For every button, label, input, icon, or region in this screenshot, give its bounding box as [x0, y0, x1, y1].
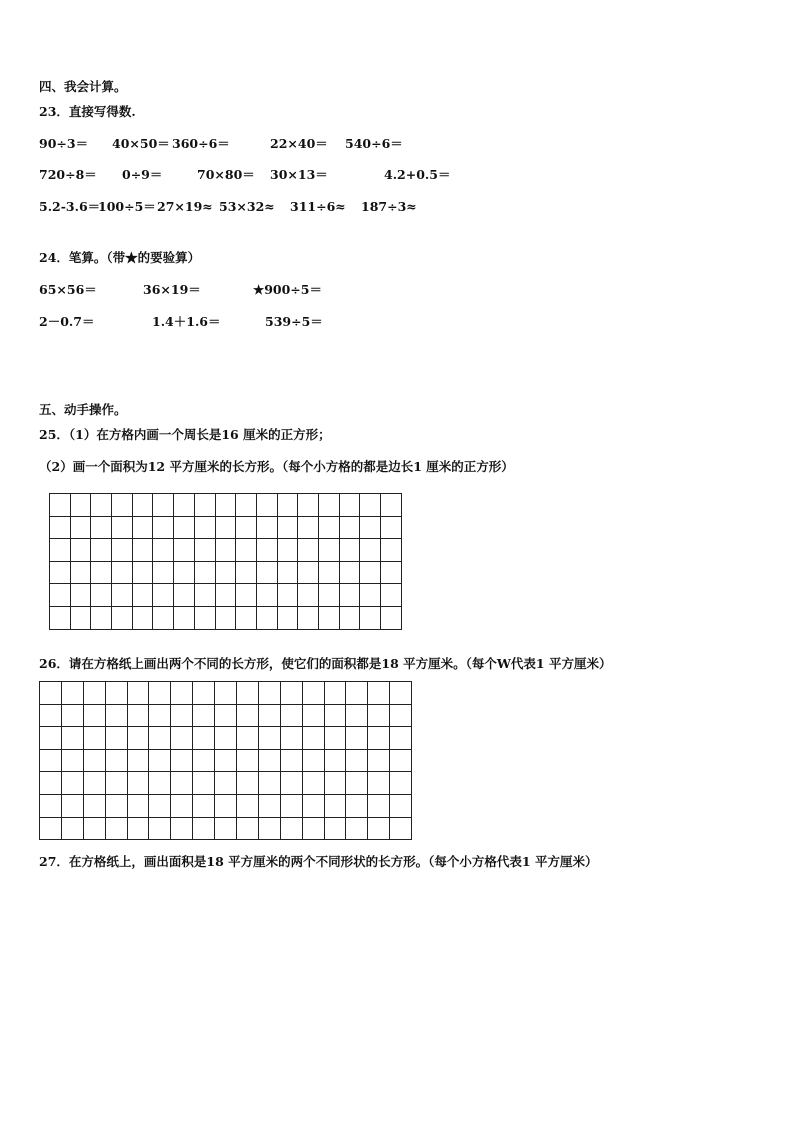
- grid-cell[interactable]: [91, 584, 112, 607]
- grid-cell[interactable]: [112, 561, 133, 584]
- grid-cell[interactable]: [70, 494, 91, 517]
- grid-cell[interactable]: [91, 561, 112, 584]
- q23-item: 720÷8＝: [39, 167, 97, 182]
- grid-cell[interactable]: [70, 561, 91, 584]
- grid-cell[interactable]: [153, 606, 174, 629]
- grid-cell[interactable]: [368, 749, 390, 772]
- grid-cell[interactable]: [215, 727, 237, 750]
- grid-cell[interactable]: [324, 794, 346, 817]
- grid-cell[interactable]: [215, 772, 237, 795]
- grid-cell[interactable]: [215, 704, 237, 727]
- grid-cell[interactable]: [237, 749, 259, 772]
- grid-cell[interactable]: [149, 727, 171, 750]
- grid-cell[interactable]: [171, 727, 193, 750]
- q23-item: 100÷5＝: [98, 199, 156, 214]
- grid-cell[interactable]: [324, 727, 346, 750]
- grid-cell[interactable]: [171, 772, 193, 795]
- grid-cell[interactable]: [324, 749, 346, 772]
- grid-cell[interactable]: [318, 561, 339, 584]
- grid-cell[interactable]: [83, 704, 105, 727]
- grid-cell[interactable]: [277, 606, 298, 629]
- grid-cell[interactable]: [298, 516, 319, 539]
- grid-cell[interactable]: [339, 584, 360, 607]
- grid-cell[interactable]: [302, 794, 324, 817]
- grid-cell[interactable]: [390, 749, 412, 772]
- grid-cell[interactable]: [50, 584, 71, 607]
- grid-cell[interactable]: [256, 539, 277, 562]
- q24-item: 1.4＋1.6＝: [152, 314, 221, 329]
- grid-cell[interactable]: [50, 561, 71, 584]
- grid-cell[interactable]: [298, 539, 319, 562]
- grid-cell[interactable]: [61, 682, 83, 705]
- grid-cell[interactable]: [83, 682, 105, 705]
- q23-item: 311÷6≈: [290, 199, 346, 214]
- grid-cell[interactable]: [360, 584, 381, 607]
- grid-cell[interactable]: [40, 817, 62, 840]
- q27-text: 27．在方格纸上，画出面积是18 平方厘米的两个不同形状的长方形。（每个小方格代表1 平方厘米）: [39, 854, 598, 869]
- grid-cell[interactable]: [256, 494, 277, 517]
- grid-cell[interactable]: [346, 682, 368, 705]
- grid-cell[interactable]: [194, 539, 215, 562]
- grid-cell[interactable]: [112, 494, 133, 517]
- grid-cell[interactable]: [149, 749, 171, 772]
- grid-cell[interactable]: [390, 772, 412, 795]
- grid-cell[interactable]: [381, 584, 402, 607]
- grid-cell[interactable]: [61, 704, 83, 727]
- grid-cell[interactable]: [346, 749, 368, 772]
- q24-item: 65×56＝: [39, 282, 97, 297]
- grid-cell[interactable]: [215, 539, 236, 562]
- grid-cell[interactable]: [390, 727, 412, 750]
- grid-cell[interactable]: [193, 704, 215, 727]
- grid-cell[interactable]: [339, 494, 360, 517]
- grid-cell[interactable]: [105, 794, 127, 817]
- grid-cell[interactable]: [112, 539, 133, 562]
- q23-item: 0÷9＝: [122, 167, 163, 182]
- q23-item: 187÷3≈: [361, 199, 417, 214]
- grid-cell[interactable]: [277, 516, 298, 539]
- grid-cell[interactable]: [381, 606, 402, 629]
- grid-cell[interactable]: [324, 817, 346, 840]
- q23-item: 53×32≈: [219, 199, 275, 214]
- q25-grid[interactable]: [49, 493, 402, 630]
- grid-cell[interactable]: [346, 727, 368, 750]
- grid-cell[interactable]: [83, 727, 105, 750]
- q24-item: 36×19＝: [143, 282, 201, 297]
- grid-cell[interactable]: [237, 704, 259, 727]
- grid-cell[interactable]: [258, 817, 280, 840]
- grid-row: [50, 561, 402, 584]
- grid-cell[interactable]: [193, 749, 215, 772]
- grid-cell[interactable]: [339, 516, 360, 539]
- grid-cell[interactable]: [360, 516, 381, 539]
- grid-cell[interactable]: [40, 749, 62, 772]
- grid-cell[interactable]: [280, 749, 302, 772]
- grid-cell[interactable]: [280, 794, 302, 817]
- q25-line2: （2）画一个面积为12 平方厘米的长方形。（每个小方格的都是边长1 厘米的正方形）: [39, 459, 514, 474]
- grid-cell[interactable]: [258, 727, 280, 750]
- grid-cell[interactable]: [153, 539, 174, 562]
- grid-cell[interactable]: [40, 772, 62, 795]
- grid-cell[interactable]: [346, 704, 368, 727]
- grid-cell[interactable]: [174, 494, 195, 517]
- grid-cell[interactable]: [215, 494, 236, 517]
- grid-cell[interactable]: [258, 749, 280, 772]
- grid-cell[interactable]: [70, 606, 91, 629]
- grid-cell[interactable]: [256, 606, 277, 629]
- grid-cell[interactable]: [61, 794, 83, 817]
- grid-cell[interactable]: [360, 494, 381, 517]
- grid-cell[interactable]: [83, 794, 105, 817]
- grid-cell[interactable]: [105, 817, 127, 840]
- grid-row: [40, 794, 412, 817]
- grid-cell[interactable]: [258, 704, 280, 727]
- grid-cell[interactable]: [360, 539, 381, 562]
- grid-cell[interactable]: [91, 494, 112, 517]
- grid-cell[interactable]: [339, 561, 360, 584]
- grid-cell[interactable]: [318, 606, 339, 629]
- grid-cell[interactable]: [105, 727, 127, 750]
- grid-cell[interactable]: [346, 772, 368, 795]
- q25-line1: 25．（1）在方格内画一个周长是16 厘米的正方形；: [39, 427, 331, 442]
- grid-cell[interactable]: [61, 749, 83, 772]
- grid-cell[interactable]: [346, 794, 368, 817]
- grid-cell[interactable]: [368, 794, 390, 817]
- grid-cell[interactable]: [127, 704, 149, 727]
- grid-cell[interactable]: [174, 539, 195, 562]
- grid-cell[interactable]: [83, 772, 105, 795]
- grid-cell[interactable]: [153, 494, 174, 517]
- grid-cell[interactable]: [149, 817, 171, 840]
- grid-row: [50, 516, 402, 539]
- grid-cell[interactable]: [61, 727, 83, 750]
- grid-cell[interactable]: [368, 817, 390, 840]
- grid-cell[interactable]: [280, 817, 302, 840]
- q24-item: 2－0.7＝: [39, 314, 95, 329]
- grid-cell[interactable]: [171, 682, 193, 705]
- grid-cell[interactable]: [237, 817, 259, 840]
- grid-cell[interactable]: [127, 794, 149, 817]
- grid-cell[interactable]: [298, 584, 319, 607]
- grid-cell[interactable]: [215, 794, 237, 817]
- grid-cell[interactable]: [174, 516, 195, 539]
- grid-cell[interactable]: [127, 682, 149, 705]
- q24-title: 24．笔算。（带★的要验算）: [39, 250, 201, 265]
- grid-cell[interactable]: [61, 772, 83, 795]
- grid-cell[interactable]: [91, 606, 112, 629]
- grid-cell[interactable]: [324, 772, 346, 795]
- q26-grid[interactable]: [39, 681, 412, 840]
- grid-cell[interactable]: [236, 516, 257, 539]
- grid-cell[interactable]: [302, 727, 324, 750]
- q23-item: 40×50＝: [112, 136, 170, 151]
- grid-cell[interactable]: [237, 727, 259, 750]
- grid-cell[interactable]: [236, 606, 257, 629]
- grid-cell[interactable]: [258, 794, 280, 817]
- grid-cell[interactable]: [215, 516, 236, 539]
- grid-row: [40, 749, 412, 772]
- section5-heading: 五、动手操作。: [39, 402, 127, 417]
- grid-cell[interactable]: [70, 584, 91, 607]
- q24-item: 539÷5＝: [265, 314, 323, 329]
- grid-cell[interactable]: [381, 494, 402, 517]
- q23-item: 5.2-3.6＝: [39, 199, 101, 214]
- grid-cell[interactable]: [193, 772, 215, 795]
- grid-cell[interactable]: [193, 817, 215, 840]
- grid-cell[interactable]: [280, 727, 302, 750]
- grid-cell[interactable]: [258, 682, 280, 705]
- grid-cell[interactable]: [324, 704, 346, 727]
- grid-row: [50, 584, 402, 607]
- grid-cell[interactable]: [277, 494, 298, 517]
- grid-cell[interactable]: [237, 772, 259, 795]
- grid-cell[interactable]: [277, 539, 298, 562]
- grid-cell[interactable]: [132, 516, 153, 539]
- grid-cell[interactable]: [91, 539, 112, 562]
- grid-cell[interactable]: [153, 516, 174, 539]
- grid-cell[interactable]: [50, 494, 71, 517]
- grid-cell[interactable]: [318, 539, 339, 562]
- grid-cell[interactable]: [132, 494, 153, 517]
- grid-cell[interactable]: [127, 817, 149, 840]
- grid-cell[interactable]: [149, 772, 171, 795]
- grid-cell[interactable]: [105, 682, 127, 705]
- grid-cell[interactable]: [318, 584, 339, 607]
- grid-cell[interactable]: [105, 772, 127, 795]
- grid-cell[interactable]: [280, 704, 302, 727]
- grid-cell[interactable]: [368, 727, 390, 750]
- grid-cell[interactable]: [194, 606, 215, 629]
- grid-cell[interactable]: [153, 584, 174, 607]
- grid-cell[interactable]: [368, 704, 390, 727]
- grid-cell[interactable]: [318, 516, 339, 539]
- grid-cell[interactable]: [215, 606, 236, 629]
- grid-cell[interactable]: [50, 539, 71, 562]
- grid-cell[interactable]: [50, 606, 71, 629]
- q24-item: ★900÷5＝: [253, 282, 322, 297]
- grid-cell[interactable]: [50, 516, 71, 539]
- grid-cell[interactable]: [302, 749, 324, 772]
- grid-cell[interactable]: [193, 682, 215, 705]
- grid-cell[interactable]: [174, 606, 195, 629]
- grid-cell[interactable]: [360, 606, 381, 629]
- grid-cell[interactable]: [194, 561, 215, 584]
- grid-cell[interactable]: [236, 539, 257, 562]
- grid-cell[interactable]: [127, 772, 149, 795]
- grid-cell[interactable]: [193, 727, 215, 750]
- grid-cell[interactable]: [132, 584, 153, 607]
- grid-cell[interactable]: [105, 704, 127, 727]
- grid-cell[interactable]: [368, 682, 390, 705]
- grid-cell[interactable]: [174, 584, 195, 607]
- grid-cell[interactable]: [390, 817, 412, 840]
- grid-cell[interactable]: [381, 516, 402, 539]
- grid-cell[interactable]: [280, 682, 302, 705]
- grid-cell[interactable]: [174, 561, 195, 584]
- grid-cell[interactable]: [149, 682, 171, 705]
- grid-cell[interactable]: [346, 817, 368, 840]
- grid-cell[interactable]: [153, 561, 174, 584]
- grid-cell[interactable]: [236, 494, 257, 517]
- grid-cell[interactable]: [215, 561, 236, 584]
- grid-cell[interactable]: [236, 561, 257, 584]
- grid-cell[interactable]: [171, 704, 193, 727]
- grid-row: [40, 772, 412, 795]
- section4-heading: 四、我会计算。: [39, 79, 127, 94]
- grid-row: [40, 727, 412, 750]
- grid-cell[interactable]: [215, 682, 237, 705]
- grid-cell[interactable]: [215, 584, 236, 607]
- grid-cell[interactable]: [339, 539, 360, 562]
- q23-item: 22×40＝: [270, 136, 328, 151]
- grid-cell[interactable]: [132, 606, 153, 629]
- grid-cell[interactable]: [302, 817, 324, 840]
- grid-cell[interactable]: [91, 516, 112, 539]
- grid-cell[interactable]: [171, 817, 193, 840]
- grid-cell[interactable]: [298, 561, 319, 584]
- grid-cell[interactable]: [339, 606, 360, 629]
- grid-cell[interactable]: [258, 772, 280, 795]
- grid-cell[interactable]: [61, 817, 83, 840]
- grid-cell[interactable]: [193, 794, 215, 817]
- grid-cell[interactable]: [132, 561, 153, 584]
- grid-row: [50, 494, 402, 517]
- grid-cell[interactable]: [215, 817, 237, 840]
- q23-item: 70×80＝: [197, 167, 255, 182]
- grid-cell[interactable]: [368, 772, 390, 795]
- grid-cell[interactable]: [237, 682, 259, 705]
- grid-cell[interactable]: [298, 606, 319, 629]
- grid-cell[interactable]: [302, 682, 324, 705]
- q23-item: 30×13＝: [270, 167, 328, 182]
- q23-item: 27×19≈: [157, 199, 213, 214]
- grid-cell[interactable]: [40, 682, 62, 705]
- grid-cell[interactable]: [112, 606, 133, 629]
- grid-cell[interactable]: [70, 516, 91, 539]
- grid-cell[interactable]: [302, 704, 324, 727]
- grid-cell[interactable]: [171, 794, 193, 817]
- grid-cell[interactable]: [40, 794, 62, 817]
- grid-cell[interactable]: [127, 727, 149, 750]
- grid-cell[interactable]: [171, 749, 193, 772]
- grid-cell[interactable]: [390, 794, 412, 817]
- q23-title: 23．直接写得数.: [39, 104, 136, 119]
- grid-row: [40, 682, 412, 705]
- grid-cell[interactable]: [70, 539, 91, 562]
- grid-cell[interactable]: [127, 749, 149, 772]
- grid-cell[interactable]: [105, 749, 127, 772]
- grid-cell[interactable]: [112, 584, 133, 607]
- grid-cell[interactable]: [194, 584, 215, 607]
- q26-text: 26．请在方格纸上画出两个不同的长方形，使它们的面积都是18 平方厘米。（每个W代表1 平方厘米）: [39, 656, 612, 671]
- grid-cell[interactable]: [277, 584, 298, 607]
- grid-cell[interactable]: [194, 516, 215, 539]
- grid-cell[interactable]: [381, 539, 402, 562]
- grid-cell[interactable]: [302, 772, 324, 795]
- grid-cell[interactable]: [112, 516, 133, 539]
- grid-cell[interactable]: [360, 561, 381, 584]
- grid-cell[interactable]: [256, 516, 277, 539]
- grid-cell[interactable]: [256, 561, 277, 584]
- grid-cell[interactable]: [194, 494, 215, 517]
- grid-cell[interactable]: [256, 584, 277, 607]
- grid-cell[interactable]: [280, 772, 302, 795]
- grid-cell[interactable]: [381, 561, 402, 584]
- grid-cell[interactable]: [390, 704, 412, 727]
- grid-row: [40, 704, 412, 727]
- grid-cell[interactable]: [237, 794, 259, 817]
- q23-item: 4.2+0.5＝: [384, 167, 451, 182]
- grid-cell[interactable]: [277, 561, 298, 584]
- grid-cell[interactable]: [83, 817, 105, 840]
- grid-cell[interactable]: [149, 704, 171, 727]
- grid-cell[interactable]: [318, 494, 339, 517]
- q23-item: 90÷3＝: [39, 136, 89, 151]
- q23-item: 540÷6＝: [345, 136, 403, 151]
- grid-row: [50, 606, 402, 629]
- grid-cell[interactable]: [215, 749, 237, 772]
- grid-cell[interactable]: [40, 727, 62, 750]
- grid-cell[interactable]: [298, 494, 319, 517]
- grid-cell[interactable]: [390, 682, 412, 705]
- q23-item: 360÷6＝: [172, 136, 230, 151]
- grid-cell[interactable]: [236, 584, 257, 607]
- grid-row: [50, 539, 402, 562]
- grid-cell[interactable]: [324, 682, 346, 705]
- grid-cell[interactable]: [40, 704, 62, 727]
- grid-cell[interactable]: [149, 794, 171, 817]
- grid-row: [40, 817, 412, 840]
- grid-cell[interactable]: [83, 749, 105, 772]
- grid-cell[interactable]: [132, 539, 153, 562]
